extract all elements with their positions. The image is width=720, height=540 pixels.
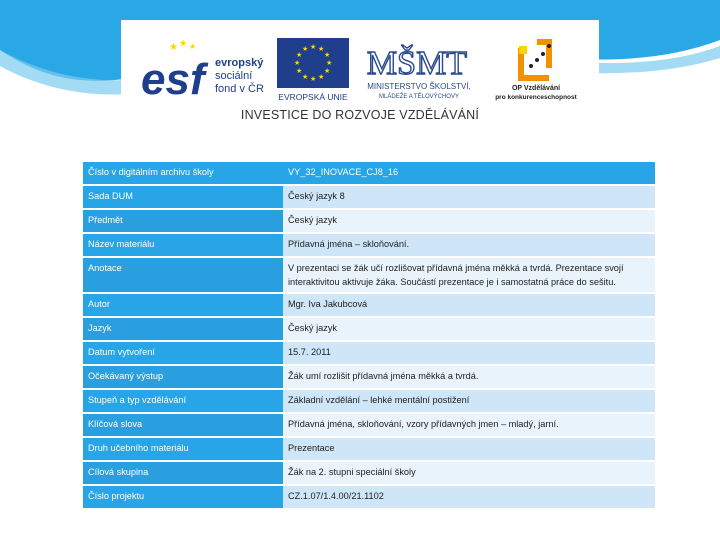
msmt-logo xyxy=(357,36,487,102)
msmt-line1: MINISTERSTVO ŠKOLSTVÍ, xyxy=(367,82,471,91)
table-row xyxy=(83,210,655,232)
row-label: Stupeň a typ vzdělávání xyxy=(83,390,283,412)
table-row xyxy=(83,462,655,484)
table-row xyxy=(83,294,655,316)
esf-wordmark: esf xyxy=(141,55,205,102)
row-value: Český jazyk 8 xyxy=(283,186,655,208)
svg-text:★: ★ xyxy=(302,73,309,81)
row-label: Anotace xyxy=(83,258,283,292)
logo-band xyxy=(121,20,599,130)
svg-text:★: ★ xyxy=(310,75,317,83)
row-label: Číslo v digitálním archivu školy xyxy=(83,162,283,184)
row-label: Název materiálu xyxy=(83,234,283,256)
esf-line3: fond v ČR xyxy=(215,83,264,95)
row-label: Cílová skupina xyxy=(83,462,283,484)
table-row xyxy=(83,186,655,208)
row-value: V prezentaci se žák učí rozlišovat přídavná jména měkká a tvrdá. Prezentace svojí interaktivitou aktivuje žáka. Součástí prezentace je i samostatná práce do sešitu. xyxy=(283,258,655,292)
op-line1: OP Vzdělávání xyxy=(511,85,561,92)
row-value: Přídavná jména – skloňování. xyxy=(283,234,655,256)
msmt-wordmark: MŠMT xyxy=(366,45,468,82)
row-label: Očekávaný výstup xyxy=(83,366,283,388)
eu-logo xyxy=(275,38,351,104)
row-label: Klíčová slova xyxy=(83,414,283,436)
row-label: Předmět xyxy=(83,210,283,232)
svg-text:★: ★ xyxy=(326,59,333,67)
svg-text:★: ★ xyxy=(318,73,325,81)
logo-caption: INVESTICE DO ROZVOJE VZDĚLÁVÁNÍ xyxy=(240,108,480,122)
table-row xyxy=(83,258,655,292)
row-label: Sada DUM xyxy=(83,186,283,208)
table-row xyxy=(83,414,655,436)
svg-text:★: ★ xyxy=(179,39,188,49)
esf-line1: evropský xyxy=(215,57,264,69)
op-line2: pro konkurenceschopnost xyxy=(495,94,577,101)
svg-text:★: ★ xyxy=(302,45,309,53)
svg-text:★: ★ xyxy=(310,43,317,51)
row-value: Český jazyk xyxy=(283,210,655,232)
row-label: Datum vytvoření xyxy=(83,342,283,364)
row-label: Autor xyxy=(83,294,283,316)
svg-text:★: ★ xyxy=(189,42,197,51)
metadata-table xyxy=(83,160,655,510)
row-value: Mgr. Iva Jakubcová xyxy=(283,294,655,316)
table-row xyxy=(83,342,655,364)
row-value: Přídavná jména, skloňování, vzory přídavných jmen – mladý, jarní. xyxy=(283,414,655,436)
row-value: Prezentace xyxy=(283,438,655,460)
table-row xyxy=(83,162,655,184)
op-logo xyxy=(493,36,579,102)
table-row xyxy=(83,390,655,412)
row-label: Jazyk xyxy=(83,318,283,340)
svg-text:★: ★ xyxy=(318,45,325,53)
svg-text:★: ★ xyxy=(324,51,331,59)
metadata-table-body xyxy=(83,162,655,508)
row-value: Žák na 2. stupni speciální školy xyxy=(283,462,655,484)
row-label: Druh učebního materiálu xyxy=(83,438,283,460)
eu-label: EVROPSKÁ UNIE xyxy=(278,92,348,102)
row-value: VY_32_INOVACE_CJ8_16 xyxy=(283,162,655,184)
row-value: Žák umí rozlišit přídavná jména měkká a tvrdá. xyxy=(283,366,655,388)
op-figure-icon xyxy=(519,42,551,78)
esf-stars-icon xyxy=(169,39,196,53)
table-row xyxy=(83,366,655,388)
table-row xyxy=(83,486,655,508)
esf-logo xyxy=(141,36,269,102)
row-value: CZ.1.07/1.4.00/21.1102 xyxy=(283,486,655,508)
svg-text:★: ★ xyxy=(296,51,303,59)
table-row xyxy=(83,234,655,256)
svg-text:★: ★ xyxy=(169,42,178,53)
svg-text:★: ★ xyxy=(324,67,331,75)
row-value: 15.7. 2011 xyxy=(283,342,655,364)
row-value: Základní vzdělání – lehké mentální postižení xyxy=(283,390,655,412)
table-row xyxy=(83,318,655,340)
table-row xyxy=(83,438,655,460)
row-label: Číslo projektu xyxy=(83,486,283,508)
esf-line2: sociální xyxy=(215,70,253,82)
msmt-line2: MLÁDEŽE A TĚLOVÝCHOVY xyxy=(379,94,459,100)
svg-text:★: ★ xyxy=(296,67,303,75)
svg-text:★: ★ xyxy=(294,59,301,67)
row-value: Český jazyk xyxy=(283,318,655,340)
